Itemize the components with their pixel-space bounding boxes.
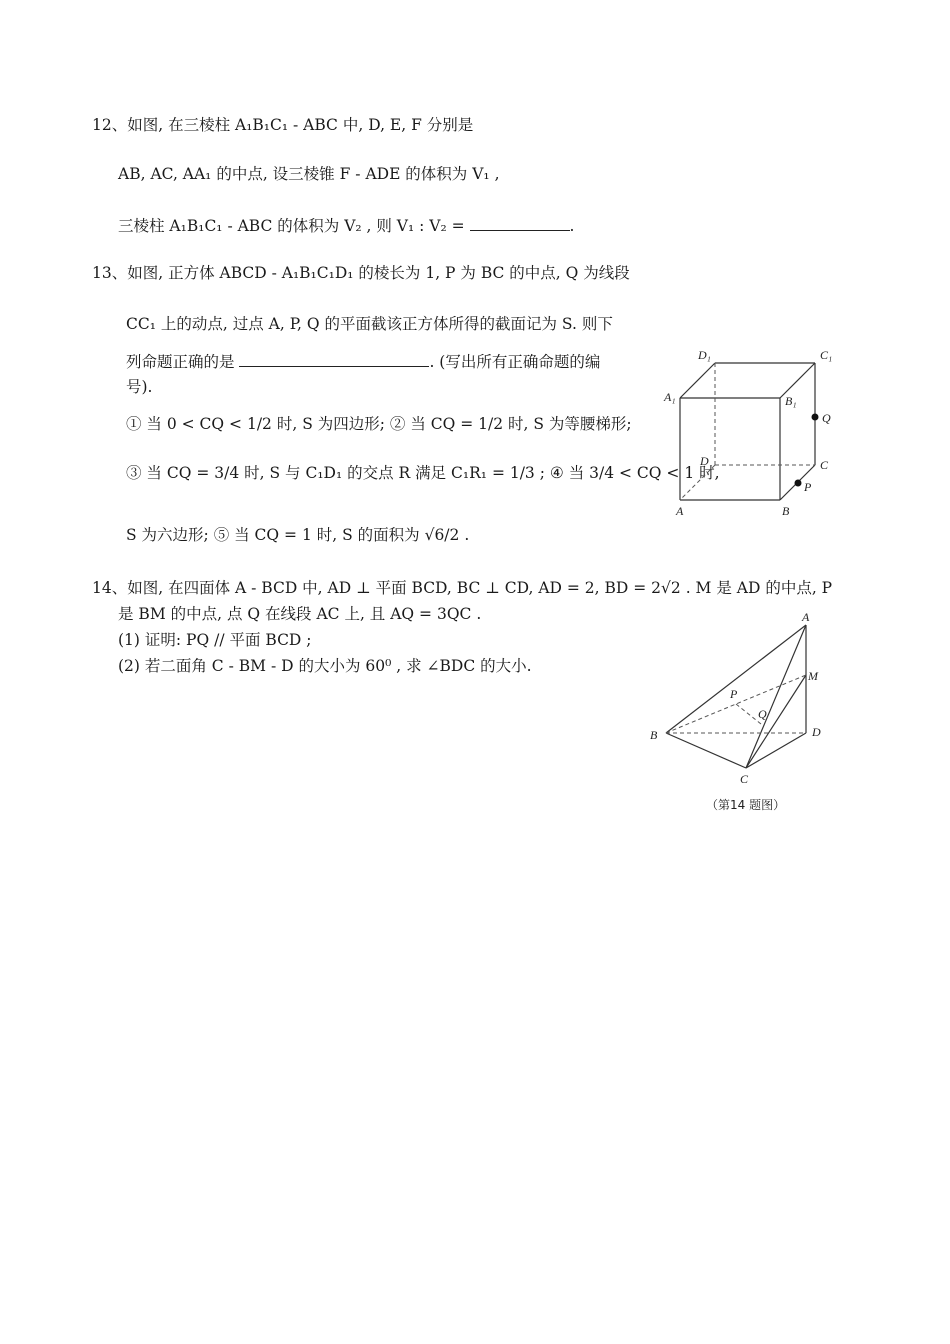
- label-d1: D₁: [698, 348, 711, 362]
- q12-line3-text: 三棱柱 A₁B₁C₁ - ABC 的体积为 V₂ , 则 V₁ : V₂ =: [118, 217, 465, 235]
- label-d: D: [812, 725, 821, 739]
- q13-line5: ① 当 0 < CQ < 1/2 时, S 为四边形; ② 当 CQ = 1/2 时, S 为等腰梯形;: [126, 415, 632, 433]
- label-d: D: [700, 454, 709, 468]
- label-c: C: [820, 458, 829, 472]
- label-a: A: [676, 504, 684, 518]
- label-b: B: [782, 504, 790, 518]
- q13-line4: 号).: [126, 378, 153, 396]
- point-p-dot: [795, 480, 802, 487]
- q14-line3: (1) 证明: PQ // 平面 BCD ;: [118, 631, 312, 649]
- q14-line2: 是 BM 的中点, 点 Q 在线段 AC 上, 且 AQ = 3QC .: [118, 605, 482, 623]
- label-m: M: [808, 669, 818, 683]
- q12-answer-blank[interactable]: [470, 214, 570, 231]
- q12-line3: [118, 214, 574, 237]
- label-a1: A₁: [664, 390, 676, 404]
- q12-line2: AB, AC, AA₁ 的中点, 设三棱锥 F - ADE 的体积为 V₁ ,: [118, 165, 500, 183]
- q12-line1: 12、如图, 在三棱柱 A₁B₁C₁ - ABC 中, D, E, F 分别是: [92, 116, 474, 134]
- q13-line3-text: 列命题正确的是: [126, 353, 235, 371]
- q12-line3-end: .: [569, 217, 575, 235]
- q13-line6: ③ 当 CQ = 3/4 时, S 与 C₁D₁ 的交点 R 满足 C₁R₁ = 1/3 ; ④ 当 3/4 < CQ < 1 时,: [126, 464, 720, 482]
- figure-caption: （第14 题图）: [706, 798, 786, 812]
- q14-line1: 14、如图, 在四面体 A - BCD 中, AD ⊥ 平面 BCD, BC ⊥ CD, AD = 2, BD = 2√2 . M 是 AD 的中点, P: [92, 579, 833, 597]
- label-b1: B₁: [785, 394, 797, 408]
- q13-line2: CC₁ 上的动点, 过点 A, P, Q 的平面截该正方体所得的截面记为 S. 则下: [126, 315, 613, 333]
- q14-line4: (2) 若二面角 C - BM - D 的大小为 60⁰ , 求 ∠BDC 的大小.: [118, 657, 532, 675]
- q13-line7: S 为六边形; ⑤ 当 CQ = 1 时, S 的面积为 √6/2 .: [126, 526, 470, 544]
- label-q: Q: [758, 707, 767, 721]
- label-c: C: [740, 772, 749, 786]
- cube-figure: [660, 345, 850, 525]
- q13-answer-blank[interactable]: [239, 350, 429, 367]
- label-c1: C₁: [820, 348, 833, 362]
- label-p: P: [804, 480, 812, 494]
- label-a: A: [802, 610, 810, 624]
- label-b: B: [650, 728, 658, 742]
- label-q: Q: [822, 411, 831, 425]
- tetrahedron-figure: [640, 605, 840, 820]
- q13-line1: 13、如图, 正方体 ABCD - A₁B₁C₁D₁ 的棱长为 1, P 为 BC 的中点, Q 为线段: [92, 264, 630, 282]
- point-q-dot: [812, 414, 819, 421]
- q13-line3: [126, 350, 600, 373]
- q13-line3-end: . (写出所有正确命题的编: [429, 353, 601, 371]
- label-p: P: [730, 687, 738, 701]
